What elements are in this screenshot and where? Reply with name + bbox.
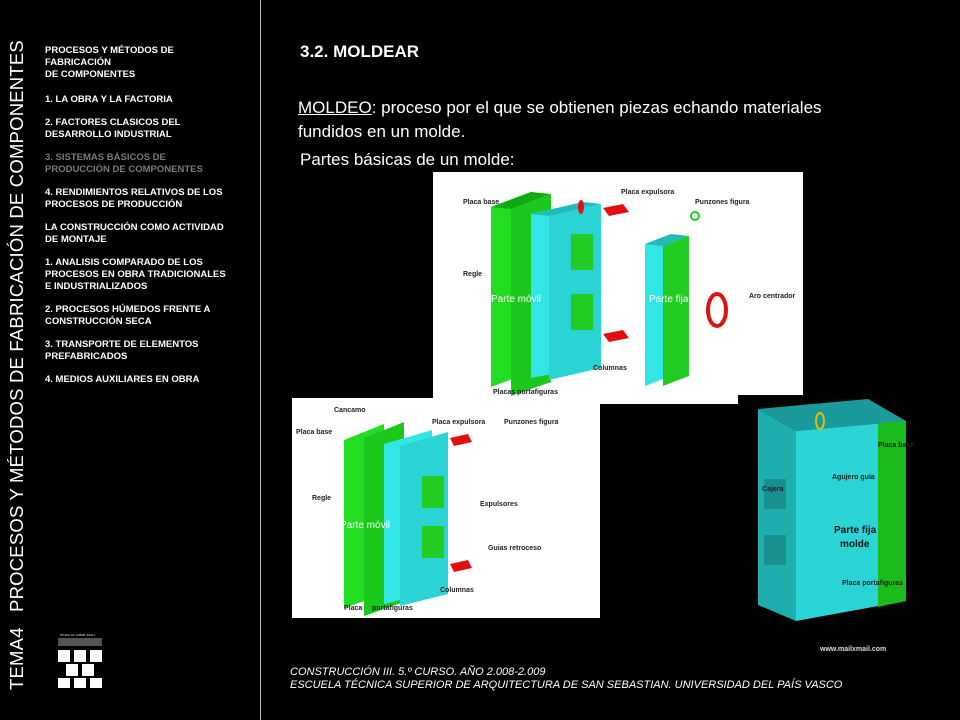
footer-school: ESCUELA TÉCNICA SUPERIOR DE ARQUITECTURA DE SAN SEBASTIAN. UNIVERSIDAD DEL PAÍS VASCO <box>290 679 843 691</box>
toc-line: PROCESOS Y MÉTODOS DE <box>45 45 174 56</box>
label-parte-fija: Parte fija <box>834 525 877 536</box>
toc-line: PRODUCCIÓN DE COMPONENTES <box>45 164 203 175</box>
section-title: 3.2. MOLDEAR <box>300 42 420 61</box>
toc-item-rendimientos[interactable] <box>45 187 255 211</box>
label-placa-base: Placa base <box>296 429 333 436</box>
label-columnas: Columnas <box>440 587 474 594</box>
label-punzones-figura: Punzones figura <box>504 419 559 426</box>
toc-line: 3. TRANSPORTE DE ELEMENTOS <box>45 339 199 350</box>
label-parte-fija: Parte fija <box>649 294 689 305</box>
toc-line: 4. RENDIMIENTOS RELATIVOS DE LOS <box>45 187 223 198</box>
toc-line: PROCESOS EN OBRA TRADICIONALES <box>45 269 226 280</box>
label-expulsores: Expulsores <box>480 501 518 508</box>
toc-line: FABRICACIÓN <box>45 57 111 68</box>
label-agujero-guia: Agujero guía <box>832 474 875 481</box>
upv-ehu-logo-icon <box>50 632 110 692</box>
toc-line: DE COMPONENTES <box>45 69 136 80</box>
label-cajera: Cajera <box>762 486 784 493</box>
toc-heading[interactable] <box>45 45 255 81</box>
definition-term: MOLDEO <box>298 98 372 117</box>
vertical-title <box>6 40 28 690</box>
footer <box>290 666 842 692</box>
subtitle: Partes básicas de un molde: <box>300 150 515 169</box>
footer-course: CONSTRUCCIÓN III. 5.º CURSO. AÑO 2.008-2.009 <box>290 666 546 678</box>
toc-line: E INDUSTRIALIZADOS <box>45 281 148 292</box>
table-of-contents <box>45 45 255 397</box>
toc-line: 1. LA OBRA Y LA FACTORIA <box>45 94 173 105</box>
toc-item-transporte[interactable] <box>45 339 255 363</box>
label-parte-movil: Parte móvil <box>491 294 542 305</box>
label-regle: Regle <box>312 495 332 502</box>
toc-line: LA CONSTRUCCIÓN COMO ACTIVIDAD <box>45 222 224 233</box>
definition-body: : proceso por el que se obtienen piezas echando materiales fundidos en un molde. <box>298 98 822 141</box>
vertical-divider <box>260 0 261 720</box>
label-guias-retroceso: Guias retroceso <box>488 545 542 552</box>
toc-line: PREFABRICADOS <box>45 351 128 362</box>
image-credit: www.mailxmail.com <box>820 646 887 653</box>
label-parte-movil: Parte móvil <box>340 520 391 531</box>
label-regle: Regle <box>463 271 483 278</box>
university-logo <box>50 632 110 692</box>
toc-line: 2. FACTORES CLASICOS DEL <box>45 117 181 128</box>
label-columnas: Columnas <box>593 365 627 372</box>
mold-diagram-open <box>433 172 803 404</box>
toc-line: 4. MEDIOS AUXILIARES EN OBRA <box>45 374 200 385</box>
label-placa-expulsora: Placa expulsora <box>621 189 675 196</box>
label-placa-base: Placa base <box>878 442 915 449</box>
label-placas-portafiguras: Placas portafiguras <box>493 389 558 396</box>
label-placa: Placa <box>344 605 363 612</box>
toc-line: PROCESOS DE PRODUCCIÓN <box>45 199 183 210</box>
label-placa-expulsora: Placa expulsora <box>432 419 486 426</box>
label-punzones-figura: Punzones figura <box>695 199 750 206</box>
toc-item-obra-factoria[interactable] <box>45 94 255 106</box>
toc-line: 3. SISTEMAS BÁSICOS DE <box>45 152 166 163</box>
label-aro-centrador: Aro centrador <box>749 293 796 300</box>
toc-item-sistemas-basicos[interactable] <box>45 152 255 176</box>
toc-line: DE MONTAJE <box>45 234 107 245</box>
label-molde: molde <box>840 539 870 550</box>
tema-label: TEMA4 <box>6 627 27 690</box>
mold-diagram-fixed <box>738 395 915 627</box>
logo-motto: eman ta zabal zazu <box>60 632 95 637</box>
toc-line: 2. PROCESOS HÚMEDOS FRENTE A <box>45 304 211 315</box>
toc-item-procesos-humedos[interactable] <box>45 304 255 328</box>
toc-item-factores-clasicos[interactable] <box>45 117 255 141</box>
label-placa-base: Placa base <box>463 199 500 206</box>
toc-item-medios-auxiliares[interactable] <box>45 374 255 386</box>
course-title: PROCESOS Y MÉTODOS DE FABRICACIÓN DE COMPONENTES <box>6 40 27 612</box>
definition-text <box>298 96 878 144</box>
toc-line: 1. ANALISIS COMPARADO DE LOS <box>45 257 203 268</box>
label-cancamo: Cancamo <box>334 407 366 414</box>
mold-diagram-movable <box>292 398 600 618</box>
toc-line: CONSTRUCCIÓN SECA <box>45 316 152 327</box>
label-portafiguras: portafiguras <box>372 605 413 612</box>
toc-item-analisis-comparado[interactable] <box>45 257 255 293</box>
toc-item-construccion-montaje[interactable] <box>45 222 255 246</box>
label-placa-portafiguras: Placa portafiguras <box>842 580 904 587</box>
toc-line: DESARROLLO INDUSTRIAL <box>45 129 172 140</box>
